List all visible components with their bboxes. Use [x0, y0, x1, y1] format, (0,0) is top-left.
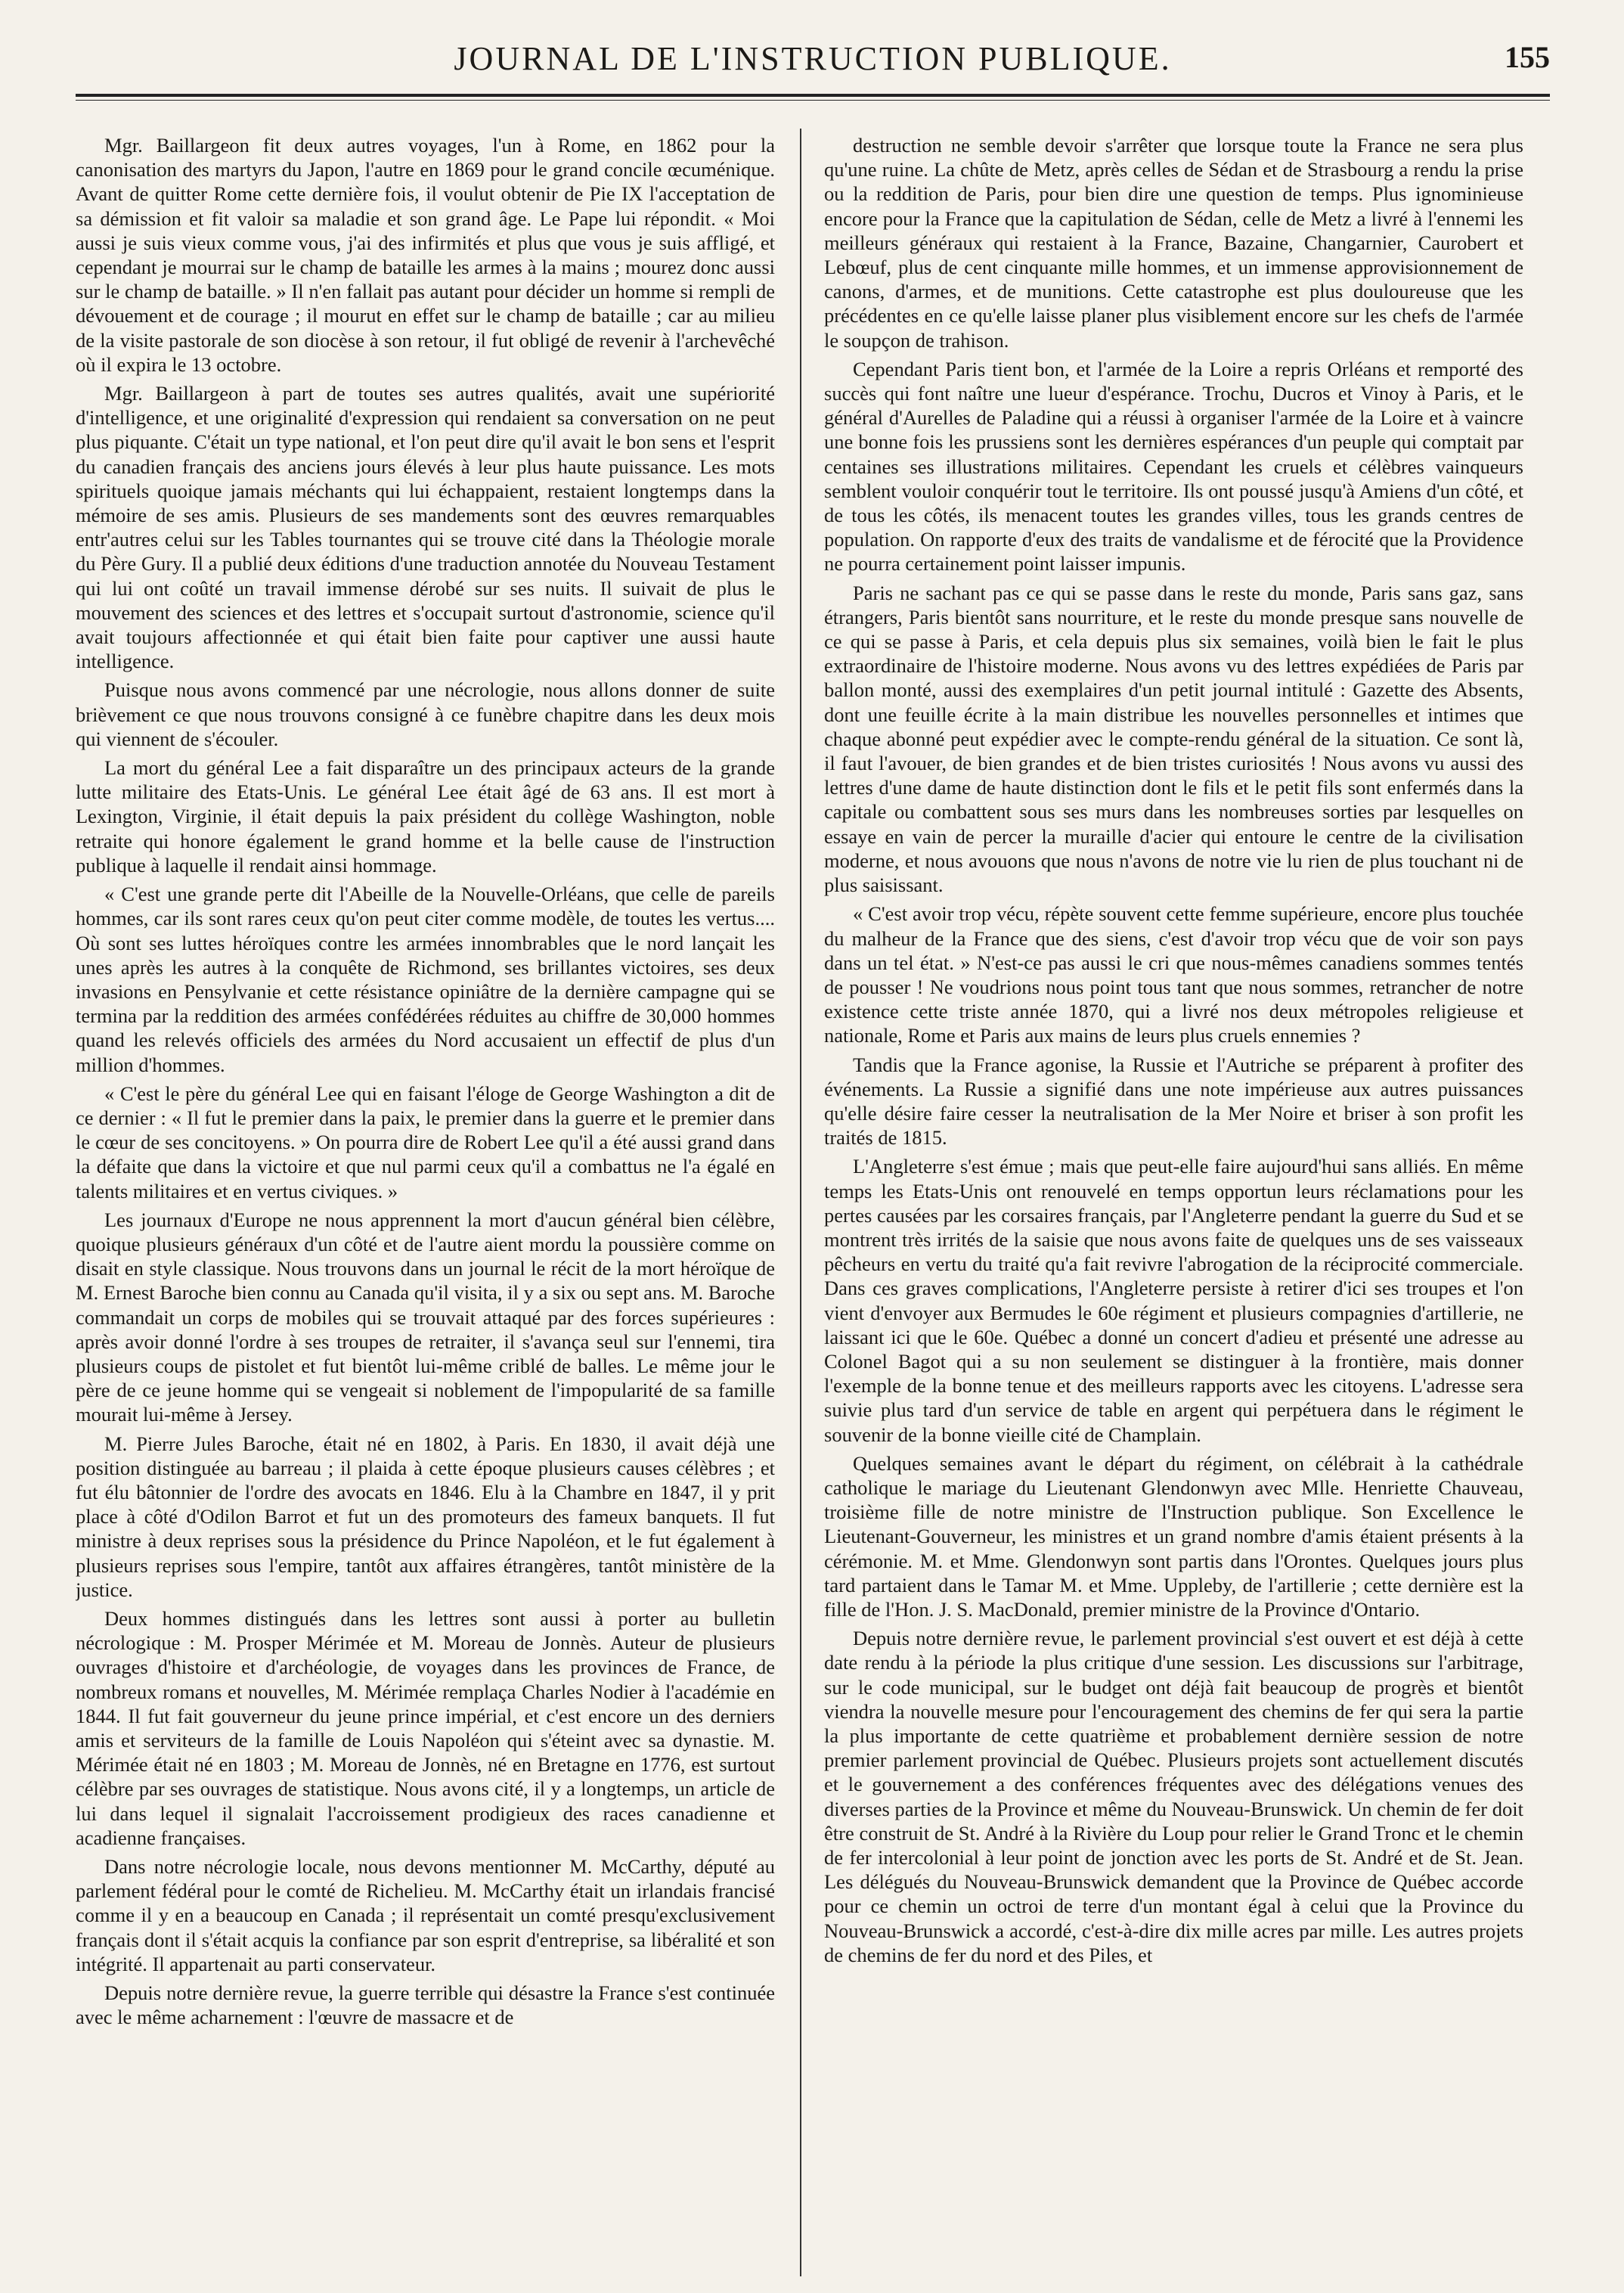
article-paragraph: Tandis que la France agonise, la Russie et l'Autriche se préparent à profiter des événements. La Russie a signifié dans une note impérieuse aux autres puissances qu'elle désire faire cesser la neutralisation de la Mer Noire et briser à son profit les traités de 1815. [824, 1053, 1523, 1150]
article-paragraph: Mgr. Baillargeon fit deux autres voyages, l'un à Rome, en 1862 pour la canonisation des martyrs du Japon, l'autre en 1869 pour le grand concile œcuménique. Avant de quitter Rome cette dernière fois, il voulut obtenir de Pie IX l'acceptation de sa démission et fit valoir sa maladie et son grand âge. Le Pape lui répondit. « Moi aussi je suis vieux comme vous, j'ai des infirmités et plus que vous je suis affligé, et cependant je mourrai sur le champ de bataille les armes à la mains ; mourez donc aussi sur le champ de bataille. » Il n'en fallait pas autant pour décider un homme si rempli de dévouement et de courage ; il mourut en effet sur le champ de bataille ; car au milieu de la visite pastorale de son diocèse à son retour, il fut obligé de revenir à l'archevêché où il expira le 13 octobre. [76, 134, 775, 376]
left-column [76, 133, 775, 2278]
article-paragraph: L'Angleterre s'est émue ; mais que peut-elle faire aujourd'hui sans alliés. En même temps les Etats-Unis ont renouvelé en temps opportun leurs réclamations pour les pertes causées par les corsaires français, par l'Angleterre pendant la guerre du Sud et se montrent très irrités de la saisie que nous avons faite de quelques uns de ses vaisseaux pêcheurs en vertu du traité qu'a fait revivre l'abrogation de la réciprocité commerciale. Dans ces graves complications, l'Angleterre persiste à retirer d'ici ses troupes et l'on vient d'envoyer aux Bermudes le 60e régiment et plusieurs compagnies d'artillerie, ne laissant ici que le 60e. Québec a donné un concert d'adieu et présenté une adresse au Colonel Bagot qui a su non seulement se distinguer à la frontière, mais donner l'exemple de la bonne tenue et des meilleurs rapports avec les citoyens. L'adresse sera suivie plus tard d'un service de table en argent qui perpétuera dans le régiment le souvenir de la bonne vieille cité de Champlain. [824, 1155, 1523, 1446]
article-paragraph: Cependant Paris tient bon, et l'armée de la Loire a repris Orléans et remporté des succès qui font naître une lueur d'espérance. Trochu, Ducros et Vinoy à Paris, et le général d'Aurelles de Paladine qui a réussi à organiser l'armée de la Loire et à vaincre une bonne fois les prussiens sont les dernières espérances d'un peuple qui comptait par centaines ses illustrations militaires. Cependant les cruels et célèbres vainqueurs semblent vouloir conquérir tout le territoire. Ils ont poussé jusqu'à Amiens d'un côté, et de tous les côtés, ils menacent toutes les grandes villes, tous les grands centres de population. On rapporte d'eux des traits de vandalisme et de férocité que la Providence ne pourra certainement point laisser impunis. [824, 357, 1523, 576]
article-paragraph: Deux hommes distingués dans les lettres sont aussi à porter au bulletin nécrologique : M. Prosper Mérimée et M. Moreau de Jonnès. Auteur de plusieurs ouvrages d'histoire et d'archéologie, de voyages dans les provinces de France, de nombreux romans et nouvelles, M. Mérimée remplaça Charles Nodier à l'académie en 1844. Il fut fait gouverneur du jeune prince impérial, et c'est encore un des derniers amis et serviteurs de la famille de Louis Napoléon qui s'éteint avec sa dynastie. M. Mérimée était né en 1803 ; M. Moreau de Jonnès, né en Bretagne en 1776, est surtout célèbre par ses ouvrages de statistique. Nous avons cité, il y a longtemps, un article de lui dans lequel il signalait l'accroissement prodigieux des races canadienne et acadienne françaises. [76, 1606, 775, 1849]
article-paragraph: Paris ne sachant pas ce qui se passe dans le reste du monde, Paris sans gaz, sans étrangers, Paris bientôt sans nourriture, et le reste du monde presque sans nouvelle de ce qui se passe à Paris, et cela depuis plus six semaines, voilà bien le fait le plus extraordinaire de l'histoire moderne. Nous avons vu des lettres expédiées de Paris par ballon monté, aussi des exemplaires d'un petit journal intitulé : Gazette des Absents, dont une feuille écrite à la main distribue les nouvelles personnelles et intimes que chaque abonné peut expédier avec le compte-rendu général de la situation. Ce sont là, il faut l'avouer, de bien grandes et de bien tristes curiosités ! Nous avons vu aussi des lettres d'une dame de haute distinction dont le fils et le petit fils sont enfermés dans la capitale ou combattent sous ses murs dans les nombreuses sorties par lesquelles on essaye en vain de percer la muraille d'acier qui entoure le centre de la civilisation moderne, et nous avouons que nous n'avons de notre vie lu rien de plus touchant ni de plus saisissant. [824, 581, 1523, 897]
header-rule [76, 94, 1550, 101]
right-column [824, 133, 1523, 2278]
page-number: 155 [1505, 40, 1550, 74]
article-paragraph: Mgr. Baillargeon à part de toutes ses autres qualités, avait une supériorité d'intelligence, et une originalité d'expression qui rendaient sa conversation on ne peut plus piquante. C'était un type national, et l'on peut dire qu'il avait le bon sens et l'esprit du canadien français des anciens jours élevés à leur plus haute puissance. Les mots spirituels quoique jamais méchants qui lui échappaient, restaient longtemps dans la mémoire de ses amis. Plusieurs de ses mandements sont des œuvres remarquables entr'autres celui sur les Tables tournantes qui se trouve cité dans la Théologie morale du Père Gury. Il a publié deux éditions d'une traduction annotée du Nouveau Testament qui lui ont coûté un travail immense dérobé sur ses nuits. Il suivait de plus le mouvement des sciences et des lettres et s'occupait surtout d'astronomie, science qu'il avait toujours affectionnée et qui était bien faite pour captiver une aussi haute intelligence. [76, 382, 775, 673]
article-paragraph: Dans notre nécrologie locale, nous devons mentionner M. McCarthy, député au parlement fédéral pour le comté de Richelieu. M. McCarthy était un irlandais francisé comme il y en a beaucoup en Canada ; il représentait un comté presqu'exclusivement français dont il s'était acquis la confiance par son esprit d'entreprise, sa libéralité et son intégrité. Il appartenait au parti conservateur. [76, 1855, 775, 1975]
journal-title: JOURNAL DE L'INSTRUCTION PUBLIQUE. [454, 40, 1172, 77]
article-paragraph: destruction ne semble devoir s'arrêter que lorsque toute la France ne sera plus qu'une ruine. La chûte de Metz, après celles de Sédan et de Strasbourg a rendu la prise ou la reddition de Paris, pour bien dire une question de temps. Plus ignominieuse encore pour la France que la capitulation de Sédan, celle de Metz a livré à l'ennemi les meilleurs généraux qui restaient à la France, Bazaine, Changarnier, Caurobert et Lebœuf, plus de cent cinquante mille hommes, et un immense approvisionnement de canons, d'armes, et de munitions. Cette catastrophe est plus douloureuse que les précédentes en ce qu'elle laisse planer plus visiblement encore sur les chefs de l'armée le soupçon de trahison. [824, 134, 1523, 352]
article-paragraph: Quelques semaines avant le départ du régiment, on célébrait à la cathédrale catholique le mariage du Lieutenant Glendonwyn avec Mlle. Henriette Chauveau, troisième fille de notre ministre de l'Instruction publique. Son Excellence le Lieutenant-Gouverneur, les ministres et un grand nombre d'amis étaient présents à la cérémonie. M. et Mme. Glendonwyn sont partis dans l'Orontes. Quelques jours plus tard partaient dans le Tamar M. et Mme. Uppleby, de l'artillerie ; cette dernière est la fille de l'Hon. J. S. MacDonald, premier ministre de la Province d'Ontario. [824, 1451, 1523, 1621]
article-paragraph: Les journaux d'Europe ne nous apprennent la mort d'aucun général bien célèbre, quoique plusieurs généraux d'un côté et de l'autre aient mordu la poussière comme on disait en style classique. Nous trouvons dans un journal le récit de la mort héroïque de M. Ernest Baroche bien connu au Canada qu'il visita, il y a six ou sept ans. M. Baroche commandait un corps de mobiles qui se trouvait attaqué par des forces supérieures : après avoir donné l'ordre à ses troupes de retraiter, il s'avança seul sur l'ennemi, tira plusieurs coups de pistolet et fut bientôt lui-même criblé de balles. Le même jour le père de ce jeune homme qui se vengeait si noblement de l'impopularité de sa famille mourait lui-même à Jersey. [76, 1208, 775, 1426]
page-header [76, 36, 1550, 82]
article-paragraph: « C'est le père du général Lee qui en faisant l'éloge de George Washington a dit de ce dernier : « Il fut le premier dans la paix, le premier dans la guerre et le premier dans le cœur de ses concitoyens. » On pourra dire de Robert Lee qu'il a été aussi grand dans la défaite que dans la victoire et que nul parmi ceux qu'il a combattus ne l'a égalé en talents militaires et en vertus civiques. » [76, 1081, 775, 1202]
article-paragraph: Depuis notre dernière revue, le parlement provincial s'est ouvert et est déjà à cette date rendu à la période la plus critique d'une session. Les discussions sur l'arbitrage, sur le code municipal, sur le budget ont déjà fait beaucoup de progrès et bientôt viendra la nouvelle mesure pour l'encouragement des chemins de fer qui sera la partie la plus importante de cette quatrième et probablement dernière session de notre premier parlement provincial de Québec. Plusieurs projets sont actuellement discutés et le gouvernement a des conférences fréquentes avec des délégations venues des diverses parties de la Province et même du Nouveau-Brunswick. Un chemin de fer doit être construit de St. André à la Rivière du Loup pour relier le Grand Tronc et le chemin de fer intercolonial à leur point de jonction avec les ports de St. André et de St. Jean. Les délégués du Nouveau-Brunswick demandent que la Province de Québec accorde pour ce chemin un octroi de terre d'un montant égal à celui que la Province du Nouveau-Brunswick a accordé, c'est-à-dire dix mille acres par mille. Les autres projets de chemins de fer du nord et des Piles, et [824, 1627, 1523, 1966]
article-paragraph: Depuis notre dernière revue, la guerre terrible qui désastre la France s'est continuée avec le même acharnement : l'œuvre de massacre et de [76, 1981, 775, 2029]
article-paragraph: « C'est une grande perte dit l'Abeille de la Nouvelle-Orléans, que celle de pareils hommes, car ils sont rares ceux qu'on peut citer comme modèle, de toutes les vertus.... Où sont ses luttes héroïques contre les armées innombrables que le nord lançait les unes après les autres à la conquête de Richmond, ses brillantes victoires, ses deux invasions en Pensylvanie et cette résistance opiniâtre de la dernière campagne qui se termina par la reddition des armées confédérées réduites au chiffre de 30,000 hommes quand les relevés officiels des armées du Nord accusaient un effectif de plus d'un million d'hommes. [76, 883, 775, 1076]
article-paragraph: Puisque nous avons commencé par une nécrologie, nous allons donner de suite brièvement ce que nous trouvons consigné à ce funèbre chapitre dans les deux mois qui viennent de s'écouler. [76, 678, 775, 750]
column-divider [800, 129, 801, 2276]
article-paragraph: « C'est avoir trop vécu, répète souvent cette femme supérieure, encore plus touchée du malheur de la France que des siens, c'est d'avoir trop vécu que de voir son pays dans un tel état. » N'est-ce pas aussi le cri que nous-mêmes canadiens sommes tentés de pousser ! Ne voudrions nous point tous tant que nous sommes, retrancher de notre existence cette triste année 1870, qui a livré nos deux métropoles religieuse et nationale, Rome et Paris aux mains de leurs plus cruels ennemies ? [824, 902, 1523, 1047]
article-paragraph: La mort du général Lee a fait disparaître un des principaux acteurs de la grande lutte militaire des Etats-Unis. Le général Lee était âgé de 63 ans. Il est mort à Lexington, Virginie, il était depuis la paix président du collège Washington, noble retraite qui honore également le grand homme et la belle cause de l'instruction publique à laquelle il rendait ainsi hommage. [76, 756, 775, 877]
article-paragraph: M. Pierre Jules Baroche, était né en 1802, à Paris. En 1830, il avait déjà une position distinguée au barreau ; il plaida à cette époque plusieurs causes célèbres ; et fut élu bâtonnier de l'ordre des avocats en 1846. Elu à la Chambre en 1847, il y prit place à côté d'Odilon Barrot et fut un des promoteurs des fameux banquets. Il fut ministre à deux reprises sous la présidence du Prince Napoléon, et le fut également à plusieurs reprises sous l'empire, tantôt aux affaires étrangères, tantôt ministère de la justice. [76, 1432, 775, 1601]
